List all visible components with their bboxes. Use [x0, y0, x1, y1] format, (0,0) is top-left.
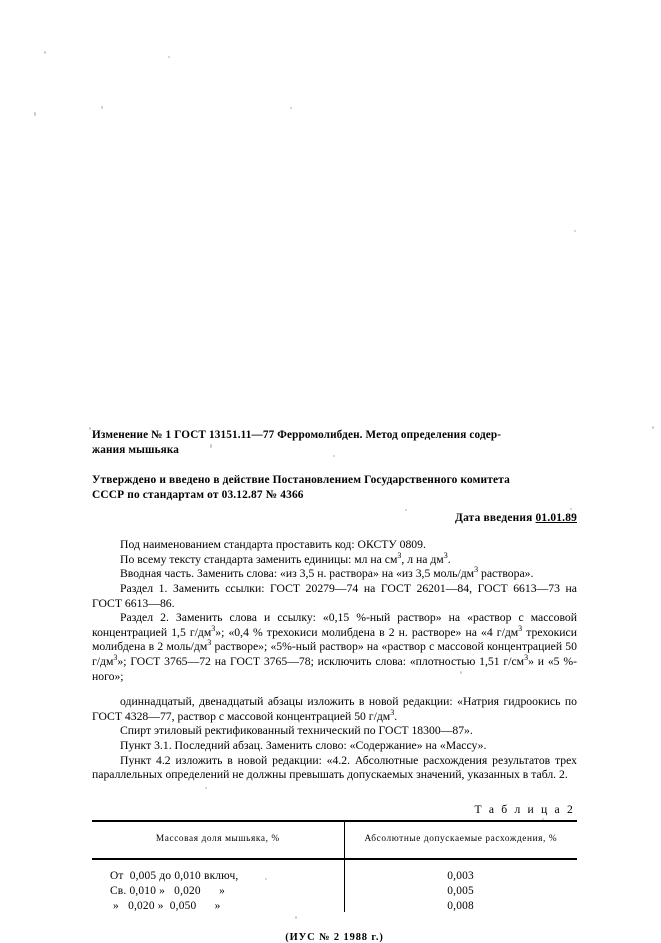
approval-line1: Утверждено и введено в действие Постановлением Государственного комитета — [92, 474, 510, 486]
superscript-moldm3: 3 — [474, 565, 479, 575]
scan-speck — [652, 426, 654, 429]
paragraph-spirit — [92, 724, 577, 739]
paragraph-units-b: , л на дм — [401, 552, 444, 566]
scan-speck — [44, 51, 46, 54]
paragraph-abzac-b: . — [394, 709, 398, 723]
paragraph-item-4-2 — [92, 754, 577, 783]
document-title-line2: жания мышьяка — [92, 443, 180, 456]
paragraph-section-2-d: растворе»; «5%-ный раствор» на «раствор с массовой концентрацией 50 г/дм — [92, 640, 577, 668]
paragraph-spirit-text: Спирт этиловый ректификованный технический по ГОСТ 18300—87». — [120, 724, 473, 738]
paragraph-section-2 — [92, 611, 577, 684]
document-title — [92, 428, 577, 457]
paragraph-section-2-b: »; «0,4 % трехокиси молибдена в 2 н. растворе» на «4 г/дм — [215, 625, 519, 639]
superscript-gdm3-1: 3 — [211, 623, 216, 633]
introduction-date — [92, 512, 577, 524]
paragraph-code — [92, 538, 577, 553]
scan-speck — [290, 107, 292, 109]
table-cell-value: 0,005 — [447, 884, 474, 897]
paragraph-units-c: . — [447, 552, 451, 566]
superscript-moldm3-2: 3 — [207, 638, 212, 648]
table-header-row — [92, 822, 577, 859]
scan-speck — [168, 56, 170, 58]
paragraph-section-2-a: Раздел 2. Заменить слова и ссылку: «0,15 %-ный раствор» на «раствор с массовой концентрацией 1,5 г/дм — [92, 611, 577, 639]
paragraph-intro-part-b: раствора». — [478, 567, 534, 581]
introduction-date-value: 01.01.89 — [535, 512, 577, 525]
superscript-gcm3: 3 — [524, 653, 529, 663]
table-rule-mid — [92, 859, 577, 860]
table-cell-range: От 0,005 до 0,010 включ, — [110, 869, 239, 882]
scan-speck — [101, 106, 103, 109]
paragraph-section-1 — [92, 582, 577, 611]
scan-speck — [34, 112, 36, 116]
paragraph-item-3-1 — [92, 739, 577, 754]
approval-statement — [92, 473, 577, 502]
paragraph-code-text: Под наименованием стандарта проставить код: ОКСТУ 0809. — [120, 538, 426, 552]
paragraph-section-2-f: » и «5 %-ного»; — [92, 654, 577, 683]
paragraph-intro-part — [92, 567, 577, 582]
paragraph-section-2-c: трехокиси молибдена в 2 моль/дм — [92, 625, 577, 654]
table-cell-range: » 0,020 » 0,050 » — [110, 900, 221, 913]
footer-note: (ИУС № 2 1988 г.) — [285, 932, 384, 943]
paragraph-section-2-e: »; ГОСТ 3765—72 на ГОСТ 3765—78; исключить слова: «плотностью 1,51 г/см — [117, 654, 525, 668]
document-title-line1: Изменение № 1 ГОСТ 13151.11—77 Ферромолибден. Метод определения содер- — [92, 429, 502, 441]
amendment-body — [92, 538, 577, 783]
paragraph-intro-part-a: Вводная часть. Заменить слова: «из 3,5 н. раствора» на «из 3,5 моль/дм — [120, 567, 475, 581]
table-body — [92, 869, 577, 915]
superscript-gdm3-2: 3 — [518, 623, 523, 633]
scan-speck — [89, 427, 91, 430]
approval-line2: СССР по стандартам от 03.12.87 № 4366 — [92, 488, 304, 501]
tolerance-table — [92, 820, 577, 860]
paragraph-abzac-a: одиннадцатый, двенадцатый абзацы изложить в новой редакции: «Натрия гидроокись по ГОСТ 4328—77, раствор с массовой концентрацией 50 г/дм — [92, 695, 577, 723]
table-caption: Т а б л и ц а 2 — [474, 802, 575, 816]
superscript-dm3: 3 — [443, 550, 448, 560]
paragraph-units-a: По всему тексту стандарта заменить единицы: мл на см — [120, 552, 398, 566]
table-header-mass-fraction: Массовая доля мышьяка, % — [155, 833, 280, 844]
paragraph-item-3-1-text: Пункт 3.1. Последний абзац. Заменить слово: «Содержание» на «Массу». — [120, 738, 487, 752]
superscript-gdm3-4: 3 — [390, 707, 395, 717]
table-header-tolerance: Абсолютные допускаемые расхождения, % — [344, 822, 577, 859]
table-row — [92, 884, 577, 899]
superscript-gdm3-3: 3 — [113, 653, 118, 663]
paragraph-item-4-2-text: Пункт 4.2 изложить в новой редакции: «4.2. Абсолютные расхождения результатов трех параллельных определений не должны превышать допускаемых значений, указанных в табл. 2. — [92, 753, 577, 782]
document-content — [92, 428, 577, 943]
table-row — [92, 899, 577, 914]
scan-speck — [574, 230, 576, 232]
table-column-divider — [344, 860, 345, 913]
introduction-date-label: Дата введения — [455, 512, 533, 525]
paragraph-abzac — [92, 695, 577, 724]
table-cell-range: Св. 0,010 » 0,020 » — [110, 884, 225, 897]
paragraph-units — [92, 550, 577, 568]
superscript-cm3: 3 — [397, 550, 402, 560]
table-cell-value: 0,008 — [447, 900, 474, 913]
table-cell-value: 0,003 — [447, 869, 474, 882]
table-row — [92, 869, 577, 884]
paragraph-section-1-text: Раздел 1. Заменить ссылки: ГОСТ 20279—74 на ГОСТ 26201—84, ГОСТ 6613—73 на ГОСТ 6613—86. — [92, 581, 577, 610]
